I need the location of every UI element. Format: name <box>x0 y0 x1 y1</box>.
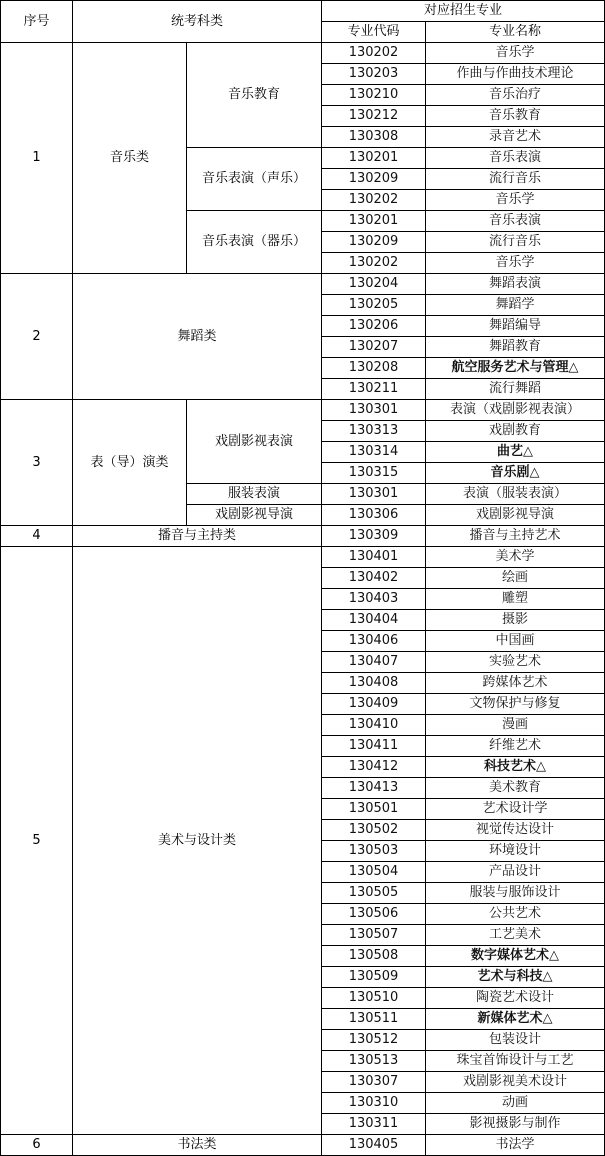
major-name: 流行音乐 <box>426 169 605 190</box>
major-name: 产品设计 <box>426 862 605 883</box>
major-name: 音乐治疗 <box>426 85 605 106</box>
major-name: 戏剧教育 <box>426 421 605 442</box>
row-subcategory: 服装表演 <box>187 484 322 505</box>
row-subcategory: 音乐教育 <box>187 43 322 148</box>
row-seq: 2 <box>1 274 73 400</box>
major-name: 戏剧影视导演 <box>426 505 605 526</box>
major-name: 书法学 <box>426 1135 605 1156</box>
major-name: 流行舞蹈 <box>426 379 605 400</box>
major-code: 130408 <box>322 673 426 694</box>
table-body <box>1 43 605 1156</box>
major-code: 130313 <box>322 421 426 442</box>
major-name: 珠宝首饰设计与工艺 <box>426 1051 605 1072</box>
header-majors: 对应招生专业 <box>322 1 605 22</box>
major-name: 跨媒体艺术 <box>426 673 605 694</box>
table-row <box>1 526 605 547</box>
major-code: 130407 <box>322 652 426 673</box>
row-subcategory: 戏剧影视表演 <box>187 400 322 484</box>
major-code: 130209 <box>322 232 426 253</box>
major-name: 陶瓷艺术设计 <box>426 988 605 1009</box>
major-name: 舞蹈学 <box>426 295 605 316</box>
major-code: 130212 <box>322 106 426 127</box>
row-subcategory: 戏剧影视导演 <box>187 505 322 526</box>
major-name: 舞蹈教育 <box>426 337 605 358</box>
major-code: 130502 <box>322 820 426 841</box>
header-code: 专业代码 <box>322 22 426 43</box>
row-seq: 5 <box>1 547 73 1135</box>
major-name: 动画 <box>426 1093 605 1114</box>
row-seq: 3 <box>1 400 73 526</box>
major-name: 包装设计 <box>426 1030 605 1051</box>
major-code: 130211 <box>322 379 426 400</box>
major-name: 作曲与作曲技术理论 <box>426 64 605 85</box>
row-category: 播音与主持类 <box>73 526 322 547</box>
major-code: 130311 <box>322 1114 426 1135</box>
major-name: 数字媒体艺术△ <box>426 946 605 967</box>
header-name: 专业名称 <box>426 22 605 43</box>
major-name: 表演（戏剧影视表演） <box>426 400 605 421</box>
major-code: 130206 <box>322 316 426 337</box>
major-code: 130207 <box>322 337 426 358</box>
major-name: 新媒体艺术△ <box>426 1009 605 1030</box>
major-code: 130510 <box>322 988 426 1009</box>
table-row <box>1 43 605 64</box>
major-code: 130410 <box>322 715 426 736</box>
row-category: 表（导）演类 <box>73 400 187 526</box>
major-code: 130411 <box>322 736 426 757</box>
major-code: 130306 <box>322 505 426 526</box>
row-seq: 4 <box>1 526 73 547</box>
major-name: 戏剧影视美术设计 <box>426 1072 605 1093</box>
major-code: 130209 <box>322 169 426 190</box>
major-name: 流行音乐 <box>426 232 605 253</box>
major-code: 130202 <box>322 190 426 211</box>
major-name: 曲艺△ <box>426 442 605 463</box>
header-row-1 <box>1 1 605 22</box>
major-code: 130507 <box>322 925 426 946</box>
major-code: 130307 <box>322 1072 426 1093</box>
major-name: 播音与主持艺术 <box>426 526 605 547</box>
major-name: 音乐表演 <box>426 148 605 169</box>
major-code: 130301 <box>322 484 426 505</box>
major-code: 130301 <box>322 400 426 421</box>
major-name: 音乐教育 <box>426 106 605 127</box>
major-name: 音乐学 <box>426 253 605 274</box>
major-name: 艺术与科技△ <box>426 967 605 988</box>
major-code: 130314 <box>322 442 426 463</box>
major-name: 艺术设计学 <box>426 799 605 820</box>
major-code: 130315 <box>322 463 426 484</box>
major-code: 130310 <box>322 1093 426 1114</box>
major-name: 音乐剧△ <box>426 463 605 484</box>
major-name: 影视摄影与制作 <box>426 1114 605 1135</box>
major-code: 130405 <box>322 1135 426 1156</box>
major-name: 漫画 <box>426 715 605 736</box>
major-code: 130205 <box>322 295 426 316</box>
major-code: 130509 <box>322 967 426 988</box>
major-name: 文物保护与修复 <box>426 694 605 715</box>
major-code: 130404 <box>322 610 426 631</box>
major-code: 130402 <box>322 568 426 589</box>
major-name: 工艺美术 <box>426 925 605 946</box>
major-code: 130503 <box>322 841 426 862</box>
major-code: 130504 <box>322 862 426 883</box>
major-code: 130413 <box>322 778 426 799</box>
table-row <box>1 400 605 421</box>
major-name: 航空服务艺术与管理△ <box>426 358 605 379</box>
major-name: 舞蹈编导 <box>426 316 605 337</box>
major-code: 130513 <box>322 1051 426 1072</box>
row-category: 美术与设计类 <box>73 547 322 1135</box>
header-category: 统考科类 <box>73 1 322 43</box>
major-name: 公共艺术 <box>426 904 605 925</box>
major-code: 130204 <box>322 274 426 295</box>
major-code: 130501 <box>322 799 426 820</box>
major-code: 130210 <box>322 85 426 106</box>
major-code: 130201 <box>322 148 426 169</box>
major-name: 绘画 <box>426 568 605 589</box>
row-category: 舞蹈类 <box>73 274 322 400</box>
major-code: 130511 <box>322 1009 426 1030</box>
row-seq: 1 <box>1 43 73 274</box>
major-name: 雕塑 <box>426 589 605 610</box>
major-code: 130412 <box>322 757 426 778</box>
major-code: 130508 <box>322 946 426 967</box>
major-name: 录音艺术 <box>426 127 605 148</box>
major-code: 130208 <box>322 358 426 379</box>
major-name: 科技艺术△ <box>426 757 605 778</box>
major-name: 美术教育 <box>426 778 605 799</box>
major-code: 130309 <box>322 526 426 547</box>
major-code: 130202 <box>322 43 426 64</box>
major-code: 130512 <box>322 1030 426 1051</box>
major-name: 音乐学 <box>426 190 605 211</box>
table-row <box>1 1135 605 1156</box>
major-name: 摄影 <box>426 610 605 631</box>
major-name: 中国画 <box>426 631 605 652</box>
major-name: 实验艺术 <box>426 652 605 673</box>
major-name: 音乐表演 <box>426 211 605 232</box>
row-subcategory: 音乐表演（声乐） <box>187 148 322 211</box>
row-category: 音乐类 <box>73 43 187 274</box>
major-code: 130506 <box>322 904 426 925</box>
major-name: 舞蹈表演 <box>426 274 605 295</box>
major-code: 130308 <box>322 127 426 148</box>
table-row <box>1 274 605 295</box>
major-name: 表演（服装表演） <box>426 484 605 505</box>
row-category: 书法类 <box>73 1135 322 1156</box>
table-row <box>1 547 605 568</box>
major-code: 130403 <box>322 589 426 610</box>
major-name: 服装与服饰设计 <box>426 883 605 904</box>
major-code: 130406 <box>322 631 426 652</box>
major-code: 130409 <box>322 694 426 715</box>
major-code: 130505 <box>322 883 426 904</box>
major-name: 纤维艺术 <box>426 736 605 757</box>
major-name: 视觉传达设计 <box>426 820 605 841</box>
major-name: 环境设计 <box>426 841 605 862</box>
major-name: 音乐学 <box>426 43 605 64</box>
major-code: 130401 <box>322 547 426 568</box>
major-code: 130201 <box>322 211 426 232</box>
row-subcategory: 音乐表演（器乐） <box>187 211 322 274</box>
major-code: 130202 <box>322 253 426 274</box>
header-seq: 序号 <box>1 1 73 43</box>
row-seq: 6 <box>1 1135 73 1156</box>
major-code: 130203 <box>322 64 426 85</box>
major-name: 美术学 <box>426 547 605 568</box>
